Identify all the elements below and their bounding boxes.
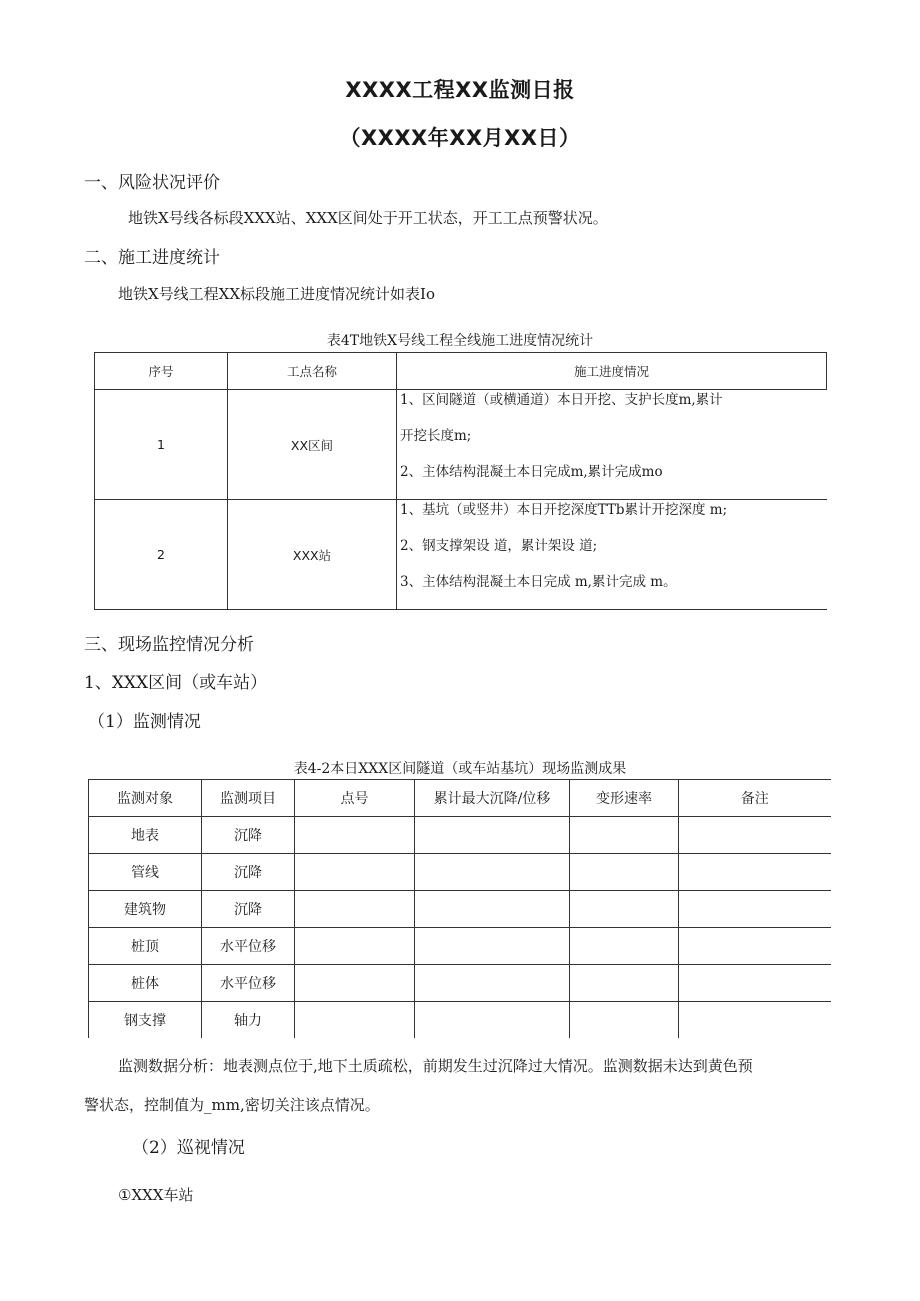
empty-cell: [570, 817, 679, 854]
table-row: [89, 854, 831, 891]
empty-cell: [570, 928, 679, 965]
empty-cell: [295, 1002, 415, 1039]
subsection-heading: （1）监测情况: [88, 712, 201, 732]
table-row: [95, 500, 827, 610]
progress-detail: [397, 390, 827, 500]
table1-caption: 表4T地铁X号线工程全线施工进度情况统计: [326, 333, 594, 349]
analysis-line: 警状态，控制值为_mm,密切关注该点情况。: [84, 1096, 380, 1114]
row-number: 2: [95, 500, 228, 610]
monitor-item: 沉降: [202, 891, 295, 928]
empty-cell: [570, 891, 679, 928]
empty-cell: [679, 817, 831, 854]
empty-cell: [415, 1002, 570, 1039]
progress-line: 2、钢支撑架设 道，累计架设 道;: [400, 538, 598, 554]
empty-cell: [415, 965, 570, 1002]
empty-cell: [295, 965, 415, 1002]
header-cell: 监测对象: [89, 780, 202, 817]
empty-cell: [570, 854, 679, 891]
monitor-item: 水平位移: [202, 965, 295, 1002]
empty-cell: [570, 1002, 679, 1039]
section1-text: 地铁X号线各标段XXX站、XXX区间处于开工状态，开工工点预警状况。: [128, 209, 608, 227]
empty-cell: [295, 854, 415, 891]
table-row: [89, 965, 831, 1002]
monitor-object: 钢支撑: [89, 1002, 202, 1039]
header-cell: 工点名称: [228, 353, 397, 390]
header-cell: 累计最大沉降/位移: [415, 780, 570, 817]
empty-cell: [679, 1002, 831, 1039]
section1-heading: 一、风险状况评价: [84, 173, 220, 193]
empty-cell: [415, 891, 570, 928]
table-row: [89, 817, 831, 854]
header-cell: 施工进度情况: [397, 353, 827, 390]
subsection-heading: （2）巡视情况: [132, 1138, 245, 1158]
table-row: [89, 928, 831, 965]
table-row: [95, 390, 827, 500]
progress-line: 3、主体结构混凝土本日完成 m,累计完成 m。: [400, 574, 677, 590]
empty-cell: [295, 817, 415, 854]
section2-heading: 二、施工进度统计: [84, 248, 220, 268]
table-row: [89, 891, 831, 928]
empty-cell: [570, 965, 679, 1002]
subsection-heading: 1、XXX区间（或车站）: [84, 673, 268, 693]
progress-table: [94, 352, 827, 610]
empty-cell: [679, 928, 831, 965]
empty-cell: [295, 891, 415, 928]
progress-line: 1、基坑（或竖井）本日开挖深度TTb累计开挖深度 m;: [400, 502, 728, 518]
header-cell: 监测项目: [202, 780, 295, 817]
site-name: XX区间: [228, 390, 397, 500]
progress-line: 2、主体结构混凝土本日完成m,累计完成mo: [400, 464, 663, 480]
list-item: ①XXX车站: [118, 1186, 194, 1204]
progress-line: 1、区间隧道（或横通道）本日开挖、支护长度m,累计: [400, 392, 723, 408]
table2-caption: 表4-2本日XXX区间隧道（或车站基坑）现场监测成果: [293, 761, 627, 777]
empty-cell: [415, 854, 570, 891]
empty-cell: [679, 854, 831, 891]
monitor-object: 地表: [89, 817, 202, 854]
header-cell: 备注: [679, 780, 831, 817]
monitor-object: 桩顶: [89, 928, 202, 965]
progress-line: 开挖长度m;: [400, 428, 472, 444]
monitor-item: 水平位移: [202, 928, 295, 965]
monitoring-table: [88, 779, 831, 1038]
empty-cell: [415, 928, 570, 965]
monitor-object: 管线: [89, 854, 202, 891]
table-header-row: [95, 353, 827, 390]
monitor-item: 沉降: [202, 854, 295, 891]
monitor-object: 建筑物: [89, 891, 202, 928]
monitor-item: 轴力: [202, 1002, 295, 1039]
site-name: XXX站: [228, 500, 397, 610]
monitor-item: 沉降: [202, 817, 295, 854]
document-date: （XXXX年XX月XX日）: [339, 126, 581, 150]
empty-cell: [415, 817, 570, 854]
row-number: 1: [95, 390, 228, 500]
progress-detail: [397, 500, 827, 610]
table-row: [89, 1002, 831, 1039]
empty-cell: [679, 891, 831, 928]
empty-cell: [679, 965, 831, 1002]
header-cell: 序号: [95, 353, 228, 390]
section3-heading: 三、现场监控情况分析: [84, 635, 254, 655]
monitor-object: 桩体: [89, 965, 202, 1002]
document-title: XXXX工程XX监测日报: [345, 78, 575, 102]
empty-cell: [295, 928, 415, 965]
header-cell: 变形速率: [570, 780, 679, 817]
header-cell: 点号: [295, 780, 415, 817]
analysis-line: 监测数据分析：地表测点位于,地下土质疏松，前期发生过沉降过大情况。监测数据未达到黄色预: [118, 1057, 753, 1075]
section2-text: 地铁X号线工程XX标段施工进度情况统计如表Io: [118, 285, 435, 303]
table-header-row: [89, 780, 831, 817]
